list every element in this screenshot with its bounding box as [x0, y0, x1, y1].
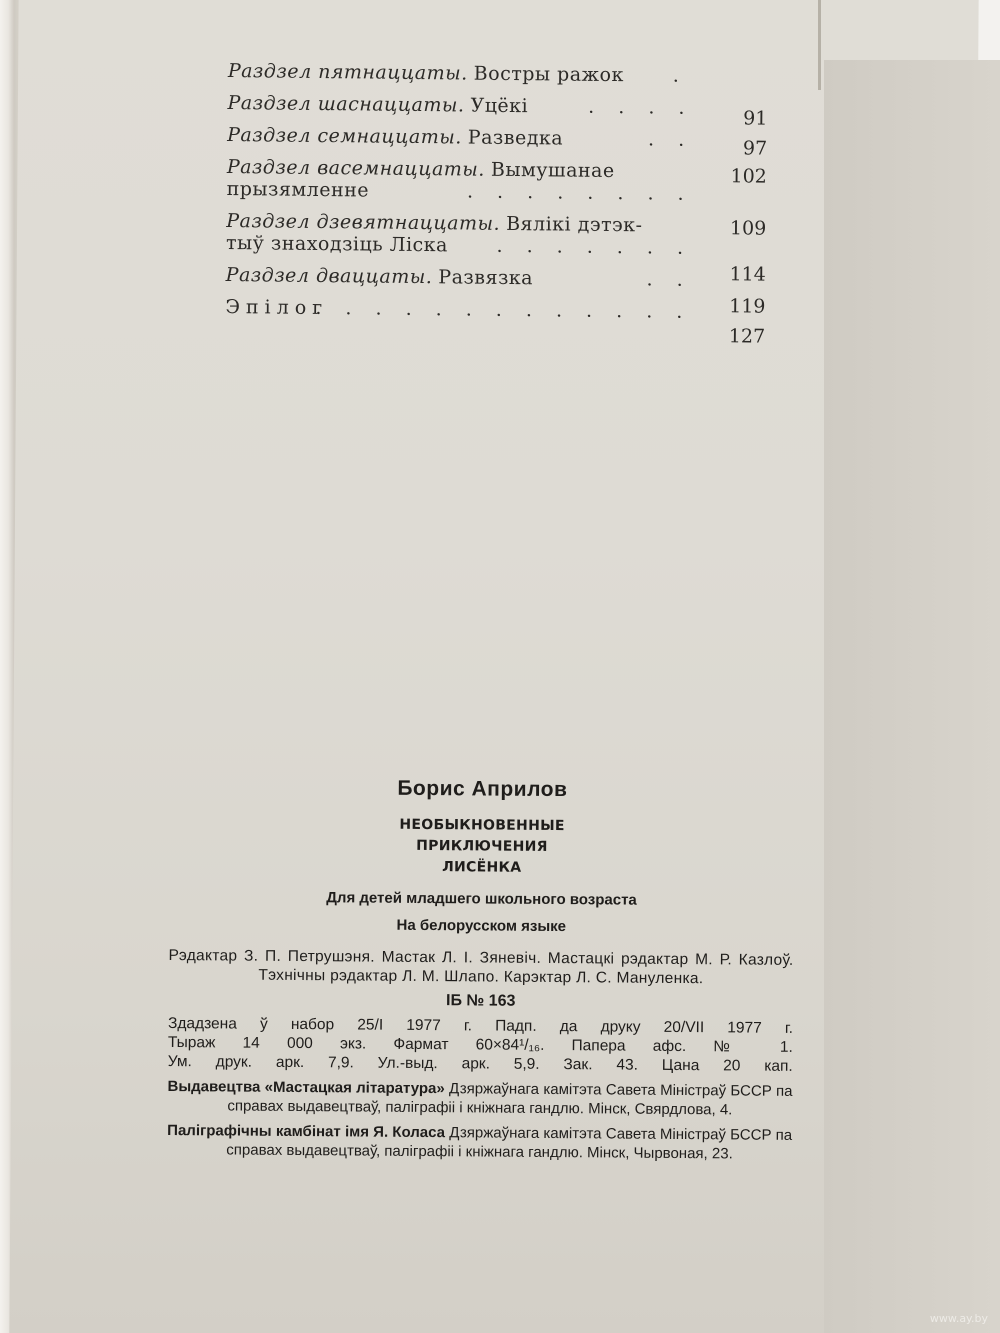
- toc-chapter-label: Раздзел семнаццаты.: [227, 123, 462, 149]
- toc-page-number: 119: [729, 295, 766, 318]
- toc-leader: . .: [646, 268, 692, 291]
- publisher-info: [167, 1077, 792, 1120]
- publisher-address: Дзяржаўнага камітэта Савета Міністраў БССР па справах выдавецтваў, паліграфіі і кніжнага гандлю. Мінск, Свярдлова, 4.: [227, 1080, 793, 1119]
- toc-page-number: 114: [729, 263, 766, 286]
- print-details-line: Тыраж 14 000 экз. Фармат 60×84¹/₁₆. Папера афс. № 1.: [167, 1033, 793, 1056]
- toc-leader: . . . . . . .: [496, 234, 693, 259]
- toc-chapter-label: Раздзел дваццаты.: [225, 263, 433, 289]
- toc-chapter-name: Вялікі дэтэк-: [506, 212, 643, 237]
- site-watermark: www.ay.by: [929, 1312, 988, 1325]
- toc-chapter-name: Развязка: [438, 266, 534, 290]
- page-fold-line: [818, 0, 821, 90]
- toc-leader: . . . . . . . . . . . . .: [315, 296, 692, 323]
- book-title-line: ПРИКЛЮЧЕНИЯ: [416, 837, 548, 855]
- print-details-line: Здадзена ў набор 25/І 1977 г. Падп. да друку 20/VII 1977 г.: [167, 1014, 794, 1037]
- book-title-line: ЛИСЁНКА: [442, 859, 522, 876]
- toc-leader: . . . . . . . .: [466, 180, 693, 205]
- language-note: На белорусском языке: [396, 916, 567, 936]
- toc-chapter-label: Раздзел васемнаццаты.: [226, 155, 485, 181]
- toc-chapter-name-line2: тыў знаходзіць Ліска: [225, 231, 449, 257]
- print-details-line: Ум. друк. арк. 7,9. Ул.-выд. арк. 5,9. Зак. 43. Цана 20 кап.: [167, 1052, 793, 1075]
- printer-name: Паліграфічны камбінат імя Я. Коласа: [167, 1121, 446, 1142]
- toc-chapter-name: Эпілог: [225, 295, 329, 320]
- audience-note: Для детей младшего школьного возраста: [326, 889, 637, 909]
- toc-leader: . .: [647, 128, 694, 151]
- toc-chapter-name: Разведка: [467, 126, 564, 150]
- ib-number: ІБ № 163: [445, 992, 516, 1010]
- author-name: Борис Априлов: [397, 776, 568, 802]
- toc-chapter-label: Раздзел шаснаццаты.: [227, 91, 465, 117]
- colophon: [167, 775, 795, 1170]
- toc-entry: [226, 156, 767, 216]
- editorial-credits: Рэдактар З. П. Петрушэня. Мастак Л. І. Зяневіч. Мастацкі рэдактар М. Р. Казлоў. Тэхнічны рэдактар Л. М. Шлапо. Карэктар Л. С. Мануленка.: [168, 946, 794, 988]
- toc-entry: [226, 210, 767, 270]
- book-title-line: НЕОБЫКНОВЕННЫЕ: [399, 816, 565, 835]
- toc-chapter-label: Раздзел дзевятнаццаты.: [226, 209, 501, 235]
- toc-page-number: 102: [730, 165, 767, 188]
- toc-chapter-label: Раздзел пятнаццаты.: [227, 60, 468, 85]
- printer-address: Дзяржаўнага камітэта Савета Міністраў БССР па справах выдавецтваў, паліграфіі і кніжнага гандлю. Мінск, Чырвоная, 23.: [226, 1124, 793, 1163]
- toc-leader: .: [672, 64, 688, 87]
- book-title: [169, 813, 794, 881]
- toc-chapter-name: Вымушанае: [490, 158, 615, 183]
- toc-chapter-name: Уцёкі: [470, 94, 529, 118]
- toc-entry: [225, 325, 766, 366]
- toc-page-number: 97: [742, 137, 768, 160]
- print-details: [168, 1014, 793, 1076]
- toc-chapter-name: Востры ражок: [473, 62, 625, 87]
- page-fold-shadow: [824, 60, 1000, 1333]
- toc-page-number: [720, 65, 768, 66]
- toc-chapter-name-line2: прызямленне: [226, 177, 370, 202]
- printer-info: [167, 1121, 792, 1164]
- toc-page-number: 127: [728, 325, 766, 348]
- toc-leader: . . . .: [588, 95, 694, 119]
- toc-page-number: 109: [729, 217, 767, 240]
- table-of-contents: [225, 60, 768, 366]
- publisher-name: Выдавецтва «Мастацкая літаратура»: [167, 1077, 445, 1098]
- toc-page-number: 91: [743, 107, 768, 130]
